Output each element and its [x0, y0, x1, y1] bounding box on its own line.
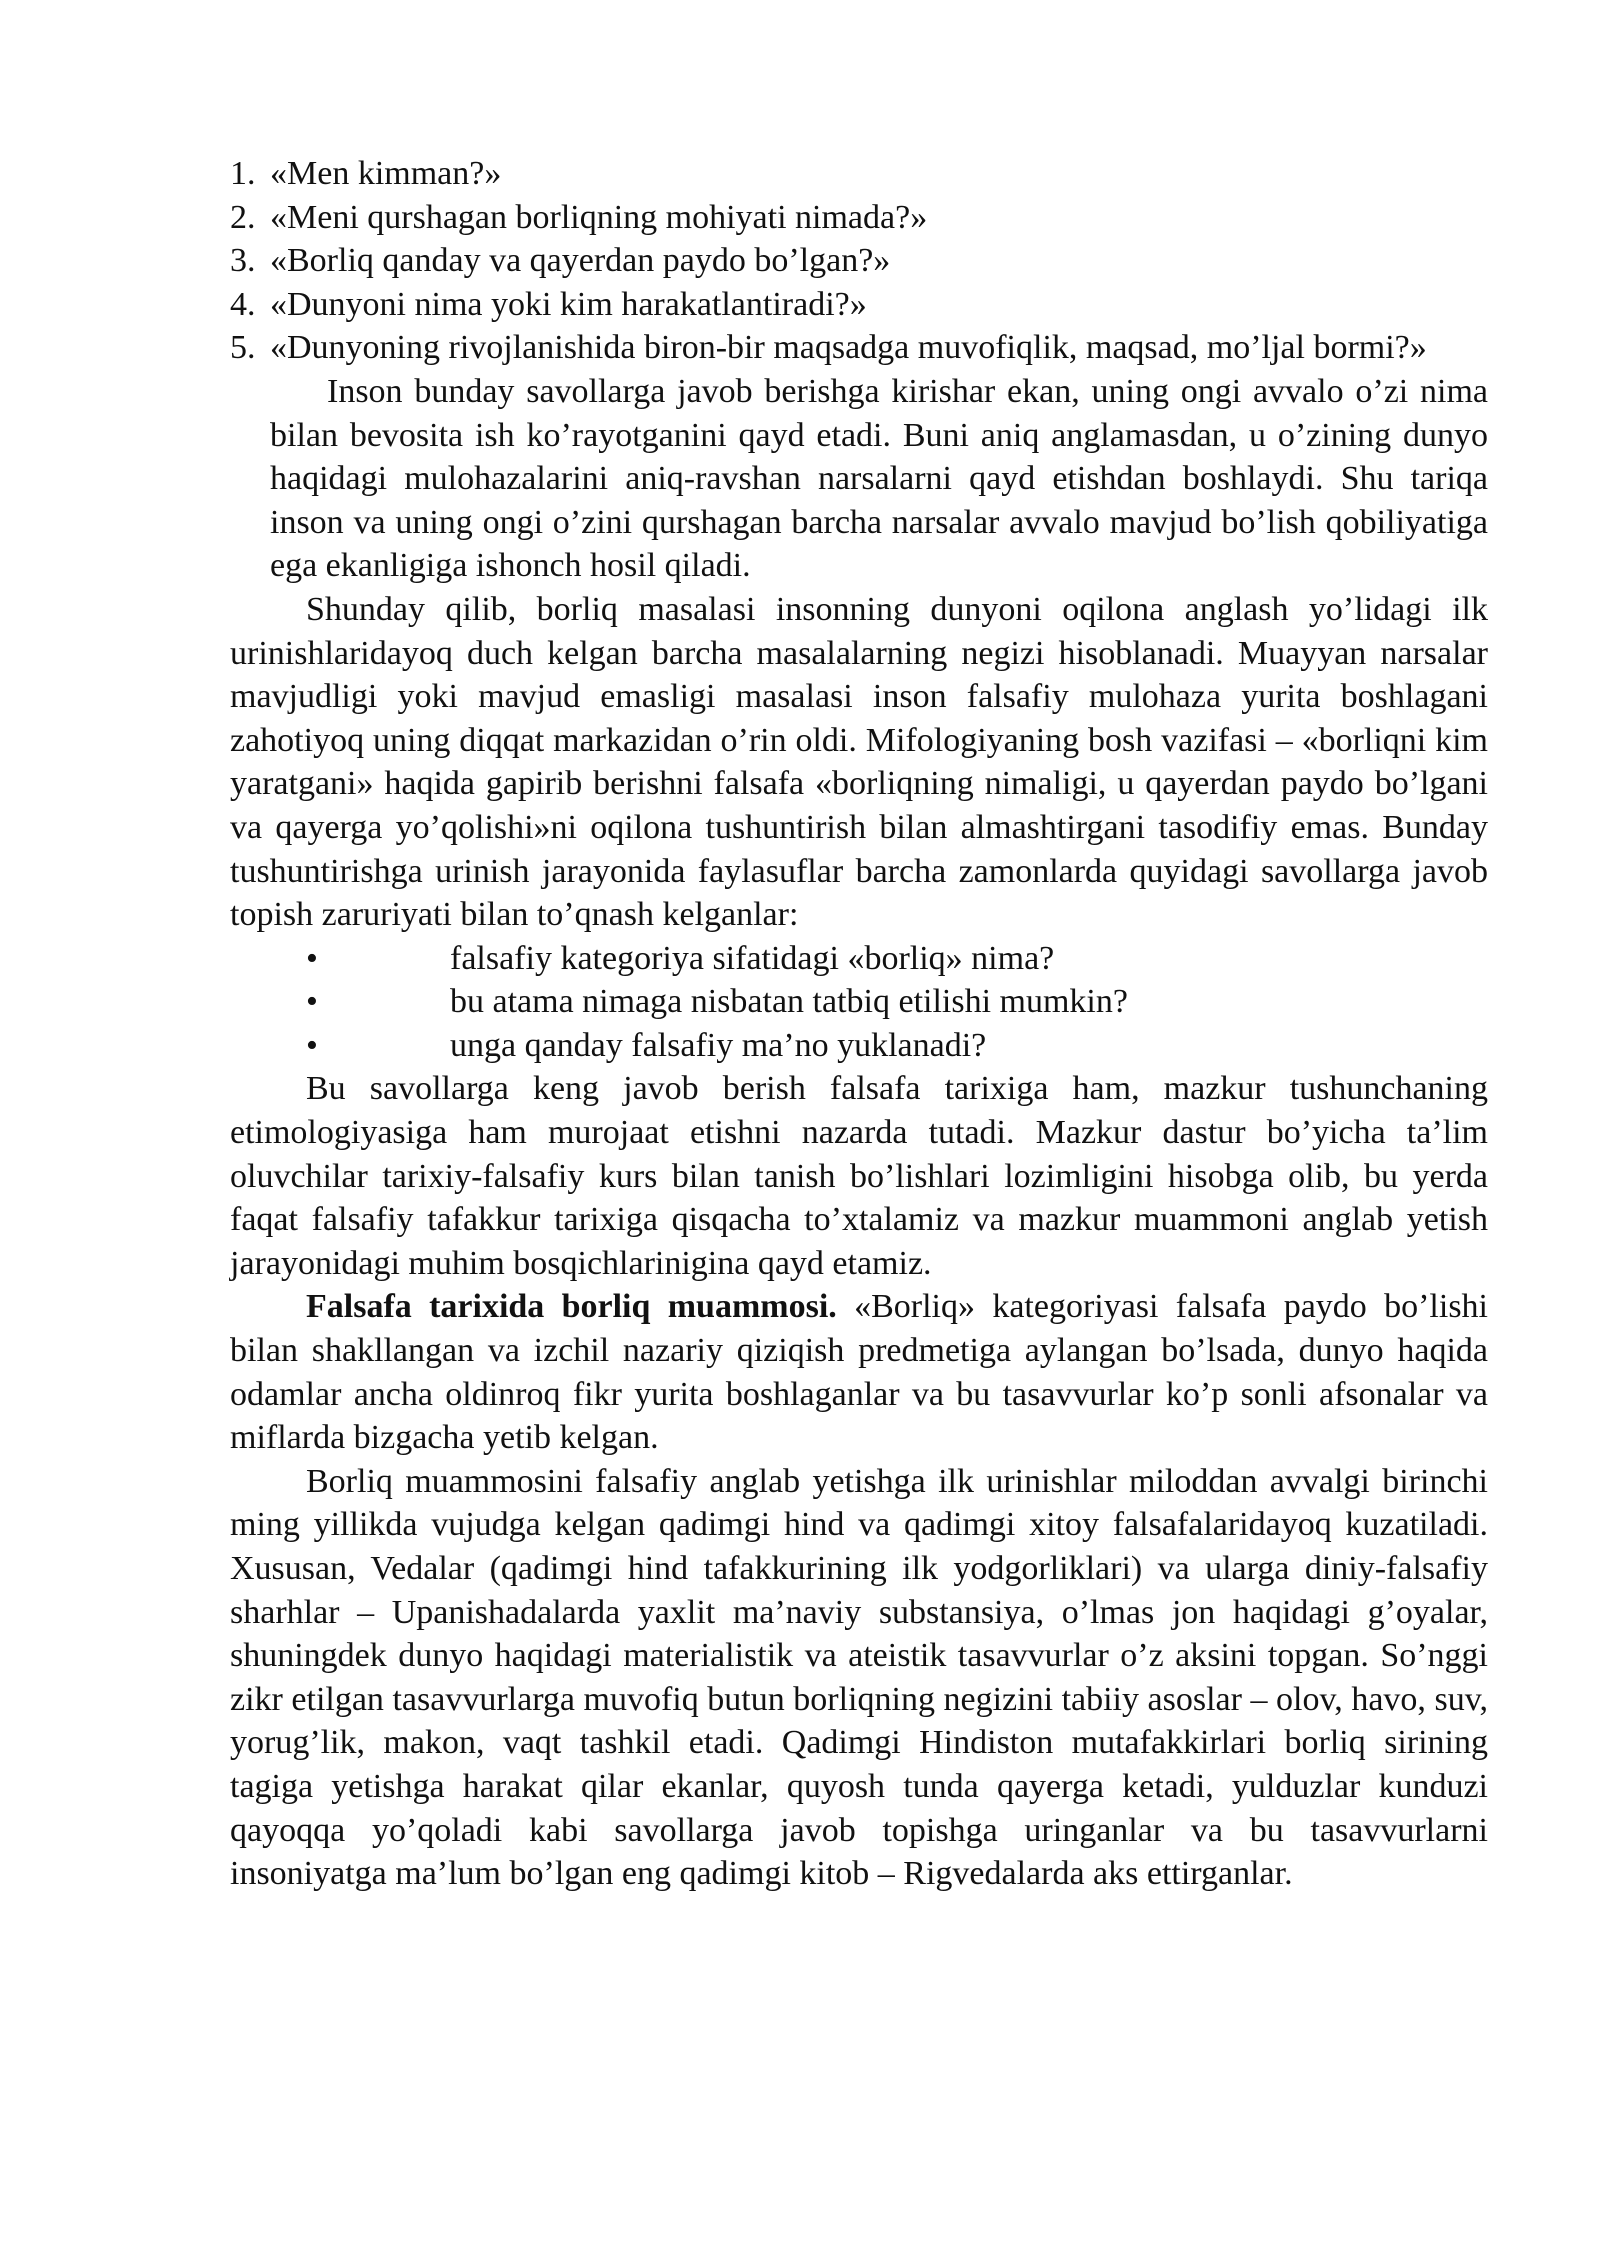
- section-heading: Falsafa tarixida borliq muammosi.: [306, 1288, 837, 1326]
- indented-paragraph: Inson bunday savollarga javob berishga kirishar ekan, uning ongi avvalo o’zi nima bilan bevosita ish ko’rayotganini qayd etadi. Buni aniq anglamasdan, u o’zining dunyo haqidagi mulohazalarini aniq-ravshan narsalarni qayd etishdan boshlaydi. Shu tariqa inson va uning ongi o’zini qurshagan barcha narsalar avvalo mavjud bo’lish qobiliyatiga ega ekanligiga ishonch hosil qiladi.: [270, 372, 1488, 585]
- bullet-item-text: falsafiy kategoriya sifatidagi «borliq» nima?: [450, 939, 1055, 977]
- section-paragraph: [230, 1285, 1488, 1459]
- list-item-text: «Dunyoni nima yoki kim harakatlantiradi?»: [270, 285, 867, 323]
- bullet-list-item: [230, 1024, 1488, 1068]
- numbered-list-item: [230, 239, 1488, 283]
- list-number: 3.: [230, 242, 256, 280]
- bullet-item-text: unga qanday falsafiy ma’no yuklanadi?: [450, 1026, 987, 1064]
- list-item-text: «Men kimman?»: [270, 155, 502, 192]
- list-number: 4.: [230, 285, 256, 323]
- list-number: 1.: [230, 155, 256, 192]
- body-paragraph: Borliq muammosini falsafiy anglab yetishga ilk urinishlar miloddan avvalgi birinchi ming yillikda vujudga kelgan qadimgi hind va qadimgi xitoy falsafalaridayoq kuzatiladi. Xususan, Vedalar (qadimgi hind tafakkurining ilk yodgorliklari) va ularga diniy-falsafiy sharhlar – Upanishadalarda yaxlit ma’naviy substansiya, o’lmas jon haqidagi g’oyalar, shuningdek dunyo haqidagi materialistik va ateistik tasavvurlar o’z aksini topgan. So’nggi zikr etilgan tasavvurlarga muvofiq butun borliqning negizini tabiiy asoslar – olov, havo, suv, yorug’lik, makon, vaqt tashkil etadi. Qadimgi Hindiston mutafakkirlari borliq sirining tagiga yetishga harakat qilar ekanlar, quyosh tunda qayerga ketadi, yulduzlar kunduzi qayoqqa yo’qoladi kabi savollarga javob topishga uringanlar va bu tasavvurlarni insoniyatga ma’lum bo’lgan eng qadimgi kitob – Rigvedalarda aks ettirganlar.: [230, 1462, 1488, 1893]
- list-item-text: «Borliq qanday va qayerdan paydo bo’lgan?»: [270, 242, 891, 280]
- bullet-list-item: [230, 937, 1488, 981]
- list-item-text: «Meni qurshagan borliqning mohiyati nimada?»: [270, 198, 928, 236]
- section-paragraph-text: «Borliq» kategoriyasi falsafa paydo bo’lishi bilan shakllangan va izchil nazariy qiziqish predmetiga aylangan bo’lsada, dunyo haqida odamlar ancha oldinroq fikr yurita boshlaganlar va bu tasavvurlar ko’p sonli afsonalar va miflarda bizgacha yetib kelgan.: [230, 1288, 1489, 1457]
- list-number: 5.: [230, 329, 256, 367]
- list-item-text: «Dunyoning rivojlanishida biron-bir maqsadga muvofiqlik, maqsad, mo’ljal bormi?»: [270, 329, 1427, 367]
- bullet-item-text: bu atama nimaga nisbatan tatbiq etilishi mumkin?: [450, 983, 1128, 1021]
- bullet-list-item: [230, 980, 1488, 1024]
- body-paragraph: Bu savollarga keng javob berish falsafa tarixiga ham, mazkur tushunchaning etimologiyasiga ham murojaat etishni nazarda tutadi. Mazkur dastur bo’yicha ta’lim oluvchilar tarixiy-falsafiy kurs bilan tanish bo’lishlari lozimligini hisobga olib, bu yerda faqat falsafiy tafakkur tarixiga qisqacha to’xtalamiz va mazkur muammoni anglab yetish jarayonidagi muhim bosqichlarinigina qayd etamiz.: [230, 1070, 1488, 1282]
- body-paragraph: Shunday qilib, borliq masalasi insonning dunyoni oqilona anglash yo’lidagi ilk urinishlaridayoq duch kelgan barcha masalalarning negizi hisoblanadi. Muayyan narsalar mavjudligi yoki mavjud emasligi masalasi inson falsafiy mulohaza yurita boshlagani zahotiyoq uning diqqat markazidan o’rin oldi. Mifologiyaning bosh vazifasi – «borliqni kim yaratgani» haqida gapirib berishni falsafa «borliqning nimaligi, u qayerdan paydo bo’lgani va qayerga yo’qolishi»ni oqilona tushuntirish bilan almashtirgani tasodifiy emas. Bunday tushuntirishga urinish jarayonida faylasuflar barcha zamonlarda quyidagi savollarga javob topish zaruriyati bilan to’qnash kelganlar:: [230, 590, 1488, 934]
- bullet-icon: •: [306, 983, 318, 1021]
- document-page: [230, 152, 1488, 1896]
- numbered-list-item: [230, 283, 1488, 327]
- numbered-list-item: [230, 196, 1488, 240]
- bullet-icon: •: [306, 939, 318, 977]
- bullet-icon: •: [306, 1026, 318, 1064]
- numbered-list-item: [230, 326, 1488, 370]
- numbered-list-item: [230, 152, 1488, 196]
- list-number: 2.: [230, 198, 256, 236]
